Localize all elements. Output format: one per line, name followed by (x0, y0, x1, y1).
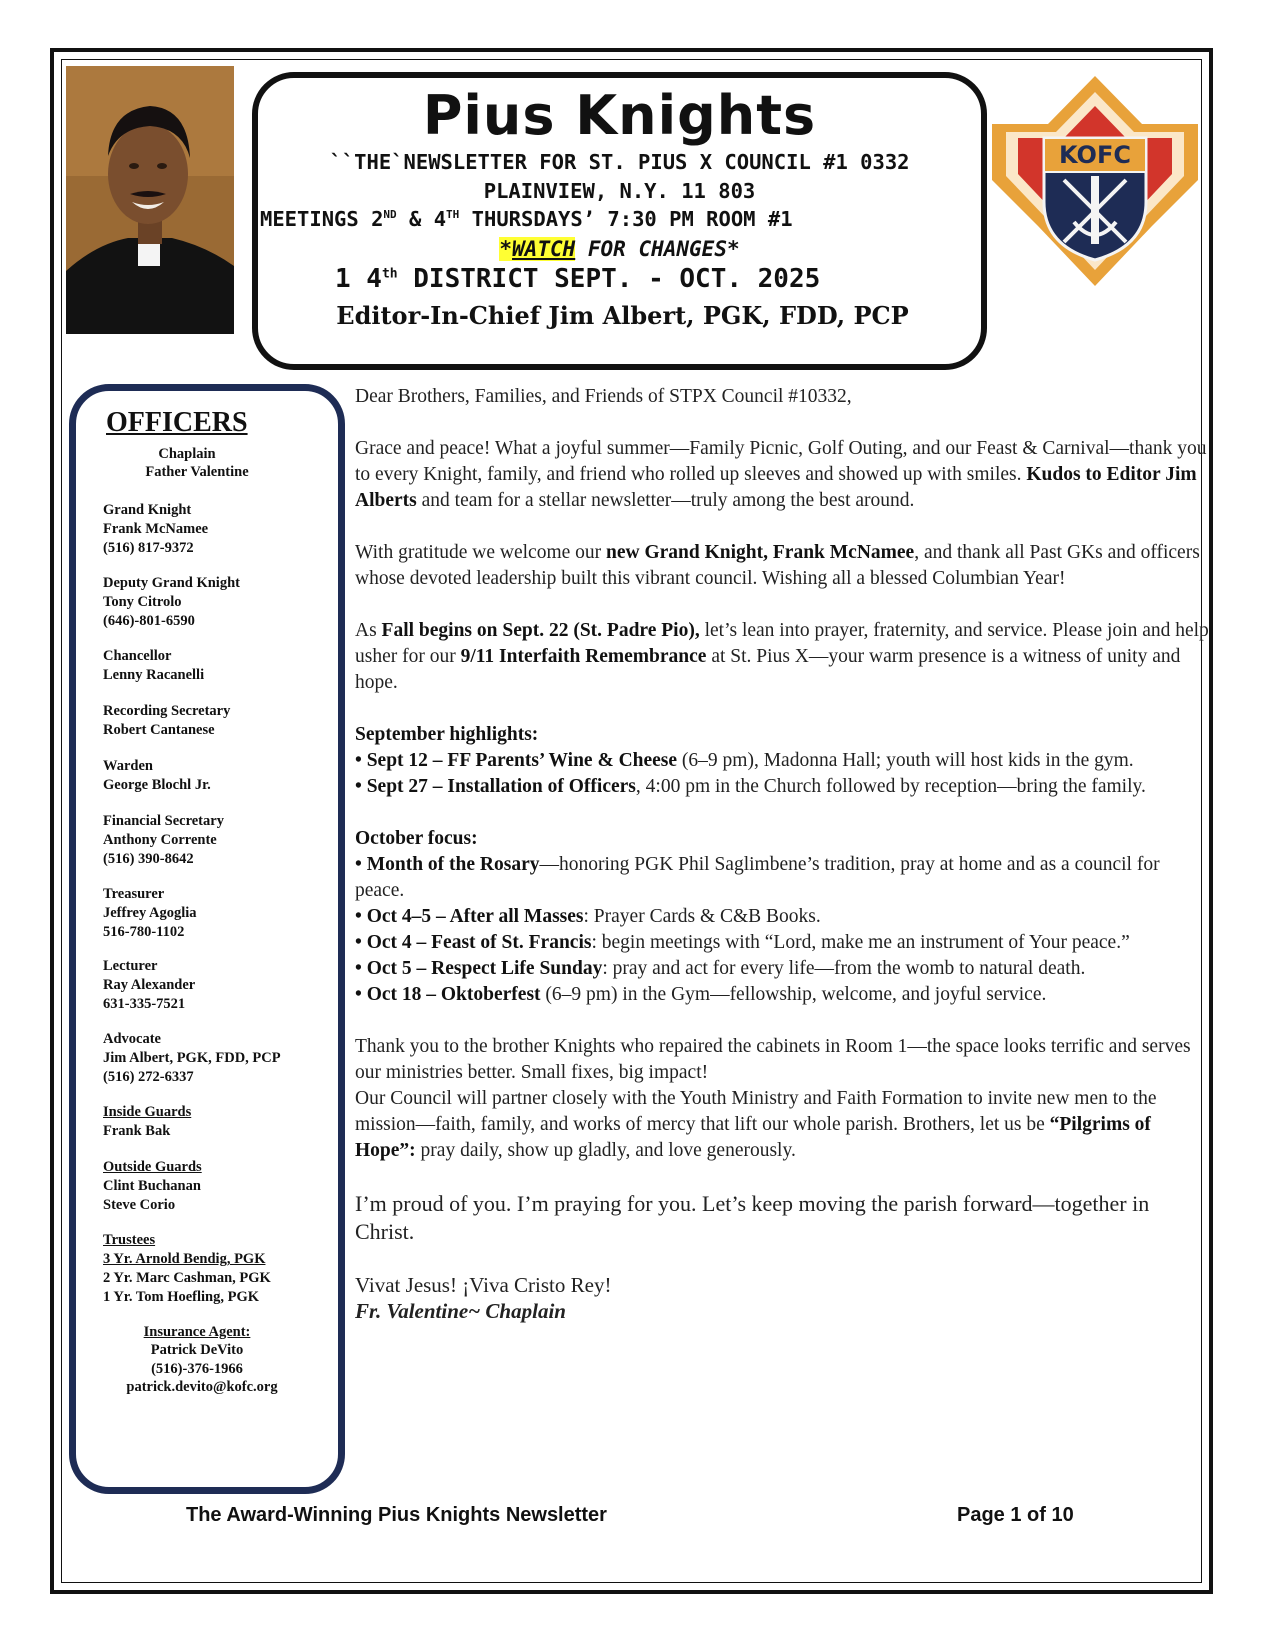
insurance-agent-email: patrick.devito@kofc.org (126, 1379, 278, 1395)
officer-outside-guards: Outside Guards Clint Buchanan Steve Corio (103, 1159, 202, 1213)
newsletter-title: Pius Knights (422, 84, 817, 147)
october-item: • Oct 4–5 – After all Masses: Prayer Cards & C&B Books. (355, 906, 821, 927)
insurance-agent-phone: (516)-376-1966 (151, 1361, 243, 1377)
council-line: ``THE`NEWSLETTER FOR ST. PIUS X COUNCIL #1 0332 (329, 150, 910, 174)
officers-heading: OFFICERS (106, 407, 248, 438)
officer-financial-secretary: Financial Secretary Anthony Corrente (516) 390-8642 (103, 813, 224, 867)
officer-recording-secretary: Recording Secretary Robert Cantanese (103, 703, 231, 738)
officers-panel (69, 384, 345, 1494)
editor-line: Editor-In-Chief Jim Albert, PGK, FDD, PCP (336, 301, 909, 330)
letter-paragraph-4: Thank you to the brother Knights who repaired the cabinets in Room 1—the space looks terrific and serves our ministries better. Small fixes, big impact! (355, 1036, 1191, 1083)
location-line: PLAINVIEW, N.Y. 11 803 (483, 179, 756, 203)
october-item: • Oct 4 – Feast of St. Francis: begin meetings with “Lord, make me an instrument of Your peace.” (355, 932, 1130, 953)
insurance-agent-name: Patrick DeVito (150, 1342, 244, 1358)
officer-inside-guards: Inside Guards Frank Bak (103, 1104, 192, 1139)
officer-deputy-grand-knight: Deputy Grand Knight Tony Citrolo (646)-801-6590 (103, 575, 240, 629)
officer-lecturer: Lecturer Ray Alexander 631-335-7521 (103, 958, 196, 1012)
insurance-agent-label: Insurance Agent: (143, 1324, 251, 1340)
letter-paragraph-6: I’m proud of you. I’m praying for you. Let’s keep moving the parish forward—together in Christ. (355, 1191, 1150, 1244)
footer-tagline: The Award-Winning Pius Knights Newsletter (186, 1504, 607, 1526)
letter-paragraph-5: Our Council will partner closely with the Youth Ministry and Faith Formation to invite new men to the mission—faith, family, and works of mercy that lift our whole parish. Brothers, let us be “Pilgrims of Hope”: pray daily, show up gladly, and love generously. (355, 1088, 1157, 1161)
september-heading: September highlights: (355, 724, 539, 745)
october-item: • Oct 18 – Oktoberfest (6–9 pm) in the Gym—fellowship, welcome, and joyful service. (355, 984, 1047, 1005)
letter-paragraph-2: With gratitude we welcome our new Grand Knight, Frank McNamee, and thank all Past GKs and officers whose devoted leadership built this vibrant council. Wishing all a blessed Columbian Year! (355, 542, 1200, 589)
chaplain-photo (66, 66, 234, 334)
october-item: • Oct 5 – Respect Life Sunday: pray and act for every life—from the womb to natural death. (355, 958, 1086, 979)
officer-warden: Warden George Blochl Jr. (103, 758, 211, 793)
chaplain-name: Father Valentine (145, 464, 249, 480)
chaplain-role: Chaplain (158, 446, 216, 462)
chaplain-letter (355, 384, 1213, 1324)
kofc-emblem-icon (992, 76, 1198, 286)
masthead (252, 72, 987, 370)
letter-greeting: Dear Brothers, Families, and Friends of STPX Council #10332, (355, 386, 852, 407)
district-line: 1 4th DISTRICT SEPT. - OCT. 2025 (335, 264, 821, 294)
officer-trustees: Trustees 3 Yr. Arnold Bendig, PGK 2 Yr. Marc Cashman, PGK 1 Yr. Tom Hoefling, PGK (103, 1232, 271, 1305)
meetings-line: MEETINGS 2ND & 4TH THURSDAYS’ 7:30 PM ROOM #1 (260, 207, 793, 231)
september-item: • Sept 12 – FF Parents’ Wine & Cheese (6–9 pm), Madonna Hall; youth will host kids in the gym. (355, 750, 1134, 771)
letter-closing: Vivat Jesus! ¡Viva Cristo Rey! (355, 1273, 612, 1297)
officer-chancellor: Chancellor Lenny Racanelli (103, 648, 205, 683)
officer-treasurer: Treasurer Jeffrey Agoglia 516-780-1102 (103, 886, 197, 940)
letter-signature: Fr. Valentine~ Chaplain (355, 1299, 566, 1323)
letter-paragraph-1: Grace and peace! What a joyful summer—Family Picnic, Golf Outing, and our Feast & Carnival—thank you to every Knight, family, and friend who rolled up sleeves and showed up with smiles. Kudos to Editor Jim Alberts and team for a stellar newsletter—truly among the best around. (355, 438, 1207, 511)
page-number: Page 1 of 10 (957, 1504, 1074, 1526)
officer-grand-knight: Grand Knight Frank McNamee (516) 817-9372 (103, 502, 209, 556)
september-item: • Sept 27 – Installation of Officers, 4:00 pm in the Church followed by reception—bring the family. (355, 776, 1146, 797)
officer-advocate: Advocate Jim Albert, PGK, FDD, PCP (516) 272-6337 (103, 1031, 281, 1085)
october-heading: October focus: (355, 828, 478, 849)
svg-text:KOFC: KOFC (1059, 141, 1131, 169)
october-item: • Month of the Rosary—honoring PGK Phil Saglimbene’s tradition, pray at home and as a council for peace. (355, 854, 1160, 901)
letter-paragraph-3: As Fall begins on Sept. 22 (St. Padre Pio), let’s lean into prayer, fraternity, and service. Please join and help usher for our 9/11 Interfaith Remembrance at St. Pius X—your warm presence is a witness of unity and hope. (355, 620, 1209, 693)
watch-for-changes: *WATCH FOR CHANGES* (499, 237, 740, 261)
